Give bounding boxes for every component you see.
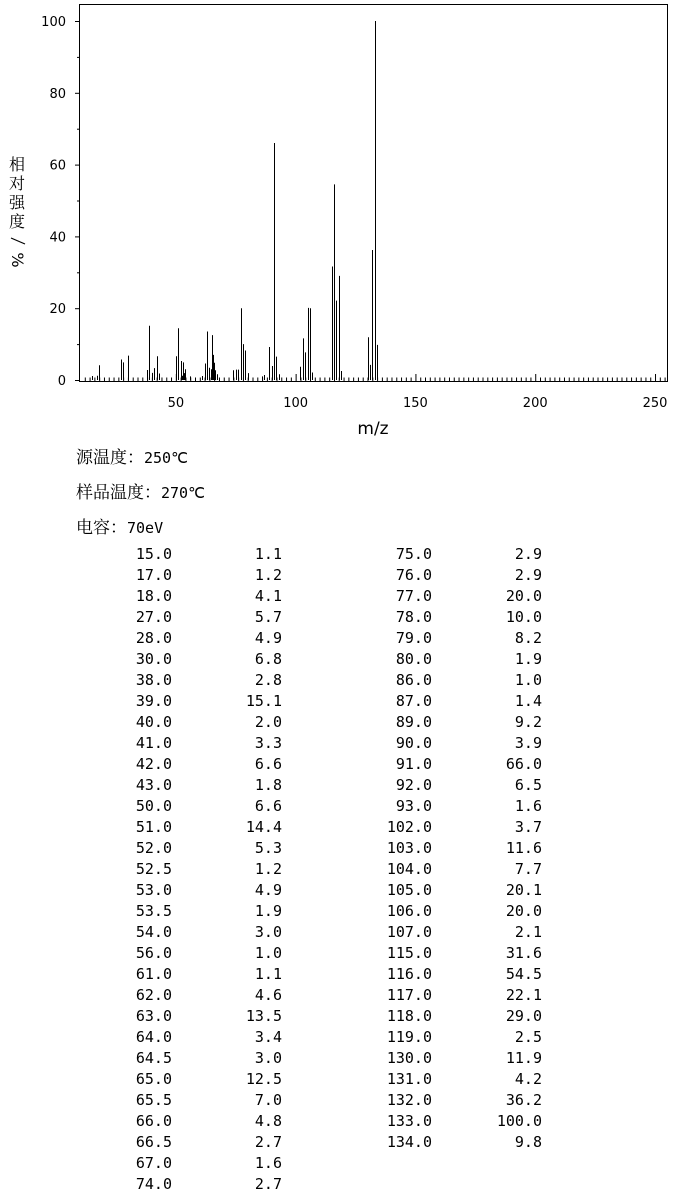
peak-mz: 42.0 <box>135 755 172 773</box>
peak-mz: 54.0 <box>135 923 172 941</box>
peak-mz: 117.0 <box>386 986 432 1004</box>
y-label-char: % <box>8 252 27 268</box>
peak-intensity: 1.1 <box>254 545 282 563</box>
y-label-slash <box>11 238 25 244</box>
peak-intensity: 29.0 <box>505 1007 542 1025</box>
y-axis-label <box>8 155 27 268</box>
peak-mz: 38.0 <box>135 671 172 689</box>
peak-intensity: 6.6 <box>254 797 282 815</box>
peak-intensity: 2.8 <box>254 671 282 689</box>
y-label-char: 对 <box>8 174 26 193</box>
peak-mz: 104.0 <box>386 860 432 878</box>
peak-mz: 134.0 <box>386 1133 432 1151</box>
peak-intensity: 66.0 <box>505 755 542 773</box>
peak-intensity: 1.4 <box>514 692 542 710</box>
peak-mz: 77.0 <box>395 587 432 605</box>
x-tick-label: 100 <box>283 396 309 411</box>
peak-intensity: 22.1 <box>505 986 542 1004</box>
peak-mz: 56.0 <box>135 944 172 962</box>
peak-intensity: 2.7 <box>254 1133 282 1151</box>
peak-mz: 67.0 <box>135 1154 172 1172</box>
peak-mz: 51.0 <box>135 818 172 836</box>
peak-mz: 118.0 <box>386 1007 432 1025</box>
peak-mz: 76.0 <box>395 566 432 584</box>
peak-mz: 52.5 <box>135 860 172 878</box>
x-tick-label: 150 <box>403 396 428 411</box>
peak-mz: 102.0 <box>386 818 432 836</box>
peak-mz: 79.0 <box>395 629 432 647</box>
peak-intensity: 8.2 <box>514 629 542 647</box>
peak-mz: 93.0 <box>395 797 432 815</box>
condition-value: 70eV <box>127 519 164 537</box>
peak-mz: 133.0 <box>386 1112 432 1130</box>
peak-intensity: 4.8 <box>254 1112 282 1130</box>
peak-intensity: 2.5 <box>514 1028 542 1046</box>
peak-intensity: 1.9 <box>514 650 542 668</box>
peak-mz: 91.0 <box>395 755 432 773</box>
peak-mz: 86.0 <box>395 671 432 689</box>
peak-intensity: 1.8 <box>254 776 282 794</box>
peak-intensity: 20.0 <box>505 902 542 920</box>
peak-intensity: 54.5 <box>505 965 542 983</box>
y-tick-label: 20 <box>49 302 66 318</box>
y-label-char: 强 <box>8 193 26 212</box>
peak-intensity: 3.7 <box>514 818 542 836</box>
peak-intensity: 5.7 <box>254 608 282 626</box>
peak-intensity: 2.1 <box>514 923 542 941</box>
peak-mz: 41.0 <box>135 734 172 752</box>
y-tick-label: 60 <box>49 158 66 174</box>
peak-mz: 39.0 <box>135 692 172 710</box>
peak-intensity: 1.2 <box>254 566 282 584</box>
plot-frame <box>80 5 668 382</box>
peak-intensity: 2.9 <box>514 545 542 563</box>
peak-intensity: 36.2 <box>505 1091 542 1109</box>
peak-intensity: 3.0 <box>254 1049 282 1067</box>
x-tick-label: 50 <box>167 396 185 411</box>
peak-intensity: 4.9 <box>254 629 282 647</box>
x-axis-label: m/z <box>357 419 389 439</box>
peak-intensity: 1.6 <box>514 797 542 815</box>
condition-line <box>76 518 163 538</box>
condition-label: 电容： <box>76 518 127 538</box>
condition-value: 270℃ <box>161 484 205 502</box>
peak-intensity: 1.2 <box>254 860 282 878</box>
peak-mz: 132.0 <box>386 1091 432 1109</box>
peak-intensity: 5.3 <box>254 839 282 857</box>
peak-intensity: 1.1 <box>254 965 282 983</box>
peak-intensity: 20.0 <box>505 587 542 605</box>
peak-intensity: 9.8 <box>514 1133 542 1151</box>
mass-spectrum-chart <box>0 0 680 445</box>
peak-intensity: 3.4 <box>254 1028 282 1046</box>
peak-intensity: 4.2 <box>514 1070 542 1088</box>
peak-mz: 18.0 <box>135 587 172 605</box>
peak-mz: 64.5 <box>135 1049 172 1067</box>
peak-intensity: 15.1 <box>245 692 282 710</box>
peak-intensity: 20.1 <box>505 881 542 899</box>
peak-mz: 40.0 <box>135 713 172 731</box>
peak-mz: 50.0 <box>135 797 172 815</box>
y-label-char: 度 <box>8 212 26 231</box>
peak-intensity: 2.0 <box>254 713 282 731</box>
peak-mz: 30.0 <box>135 650 172 668</box>
peak-intensity: 7.7 <box>514 860 542 878</box>
y-tick-label: 0 <box>57 374 66 389</box>
y-tick-label: 100 <box>41 15 66 30</box>
peak-mz: 28.0 <box>135 629 172 647</box>
peak-intensity: 13.5 <box>245 1007 282 1025</box>
peak-mz: 78.0 <box>395 608 432 626</box>
peak-mz: 62.0 <box>135 986 172 1004</box>
peak-intensity: 4.6 <box>254 986 282 1004</box>
peak-mz: 103.0 <box>386 839 432 857</box>
peak-mz: 53.0 <box>135 881 172 899</box>
peak-intensity: 2.7 <box>254 1175 282 1193</box>
peak-intensity: 3.9 <box>514 734 542 752</box>
condition-line <box>76 483 205 503</box>
peak-mz: 66.0 <box>135 1112 172 1130</box>
peak-intensity: 14.4 <box>245 818 282 836</box>
peak-intensity: 9.2 <box>514 713 542 731</box>
peak-intensity: 6.6 <box>254 755 282 773</box>
peak-mz: 61.0 <box>135 965 172 983</box>
peak-mz: 64.0 <box>135 1028 172 1046</box>
peak-mz: 105.0 <box>386 881 432 899</box>
condition-label: 样品温度： <box>76 483 161 503</box>
peak-mz: 65.5 <box>135 1091 172 1109</box>
peak-mz: 92.0 <box>395 776 432 794</box>
peak-mz: 89.0 <box>395 713 432 731</box>
peak-mz: 130.0 <box>386 1049 432 1067</box>
peak-intensity: 12.5 <box>245 1070 282 1088</box>
x-tick-label: 250 <box>642 396 668 411</box>
peak-mz: 107.0 <box>386 923 432 941</box>
peak-mz: 90.0 <box>395 734 432 752</box>
peak-intensity: 3.3 <box>254 734 282 752</box>
peak-intensity: 4.1 <box>254 587 282 605</box>
peak-mz: 17.0 <box>135 566 172 584</box>
peak-intensity: 11.9 <box>505 1049 542 1067</box>
peak-intensity: 6.5 <box>514 776 542 794</box>
peak-mz: 53.5 <box>135 902 172 920</box>
y-label-char: 相 <box>8 155 26 174</box>
peak-intensity: 11.6 <box>505 839 542 857</box>
peak-intensity: 1.6 <box>254 1154 282 1172</box>
peak-mz: 65.0 <box>135 1070 172 1088</box>
peak-mz: 63.0 <box>135 1007 172 1025</box>
y-tick-label: 80 <box>49 86 66 102</box>
peak-intensity: 2.9 <box>514 566 542 584</box>
condition-label: 源温度： <box>76 448 144 468</box>
peak-mz: 106.0 <box>386 902 432 920</box>
peak-intensity: 1.0 <box>514 671 542 689</box>
peak-mz: 27.0 <box>135 608 172 626</box>
peak-mz: 43.0 <box>135 776 172 794</box>
condition-value: 250℃ <box>144 449 188 467</box>
peak-intensity: 1.9 <box>254 902 282 920</box>
peak-intensity: 31.6 <box>505 944 542 962</box>
peak-intensity: 1.0 <box>254 944 282 962</box>
peak-mz: 116.0 <box>386 965 432 983</box>
condition-line <box>76 448 188 468</box>
peak-intensity: 100.0 <box>496 1112 542 1130</box>
peak-mz: 15.0 <box>135 545 172 563</box>
peak-mz: 87.0 <box>395 692 432 710</box>
peak-mz: 119.0 <box>386 1028 432 1046</box>
peak-mz: 74.0 <box>135 1175 172 1193</box>
x-tick-label: 200 <box>522 396 548 411</box>
peak-mz: 52.0 <box>135 839 172 857</box>
peak-intensity: 7.0 <box>254 1091 282 1109</box>
y-tick-label: 40 <box>49 230 66 246</box>
peak-intensity: 10.0 <box>505 608 542 626</box>
peak-mz: 80.0 <box>395 650 432 668</box>
peak-mz: 115.0 <box>386 944 432 962</box>
peak-mz: 75.0 <box>395 545 432 563</box>
peak-intensity: 6.8 <box>254 650 282 668</box>
peak-mz: 131.0 <box>386 1070 432 1088</box>
peak-mz: 66.5 <box>135 1133 172 1151</box>
peak-intensity: 3.0 <box>254 923 282 941</box>
peak-intensity: 4.9 <box>254 881 282 899</box>
